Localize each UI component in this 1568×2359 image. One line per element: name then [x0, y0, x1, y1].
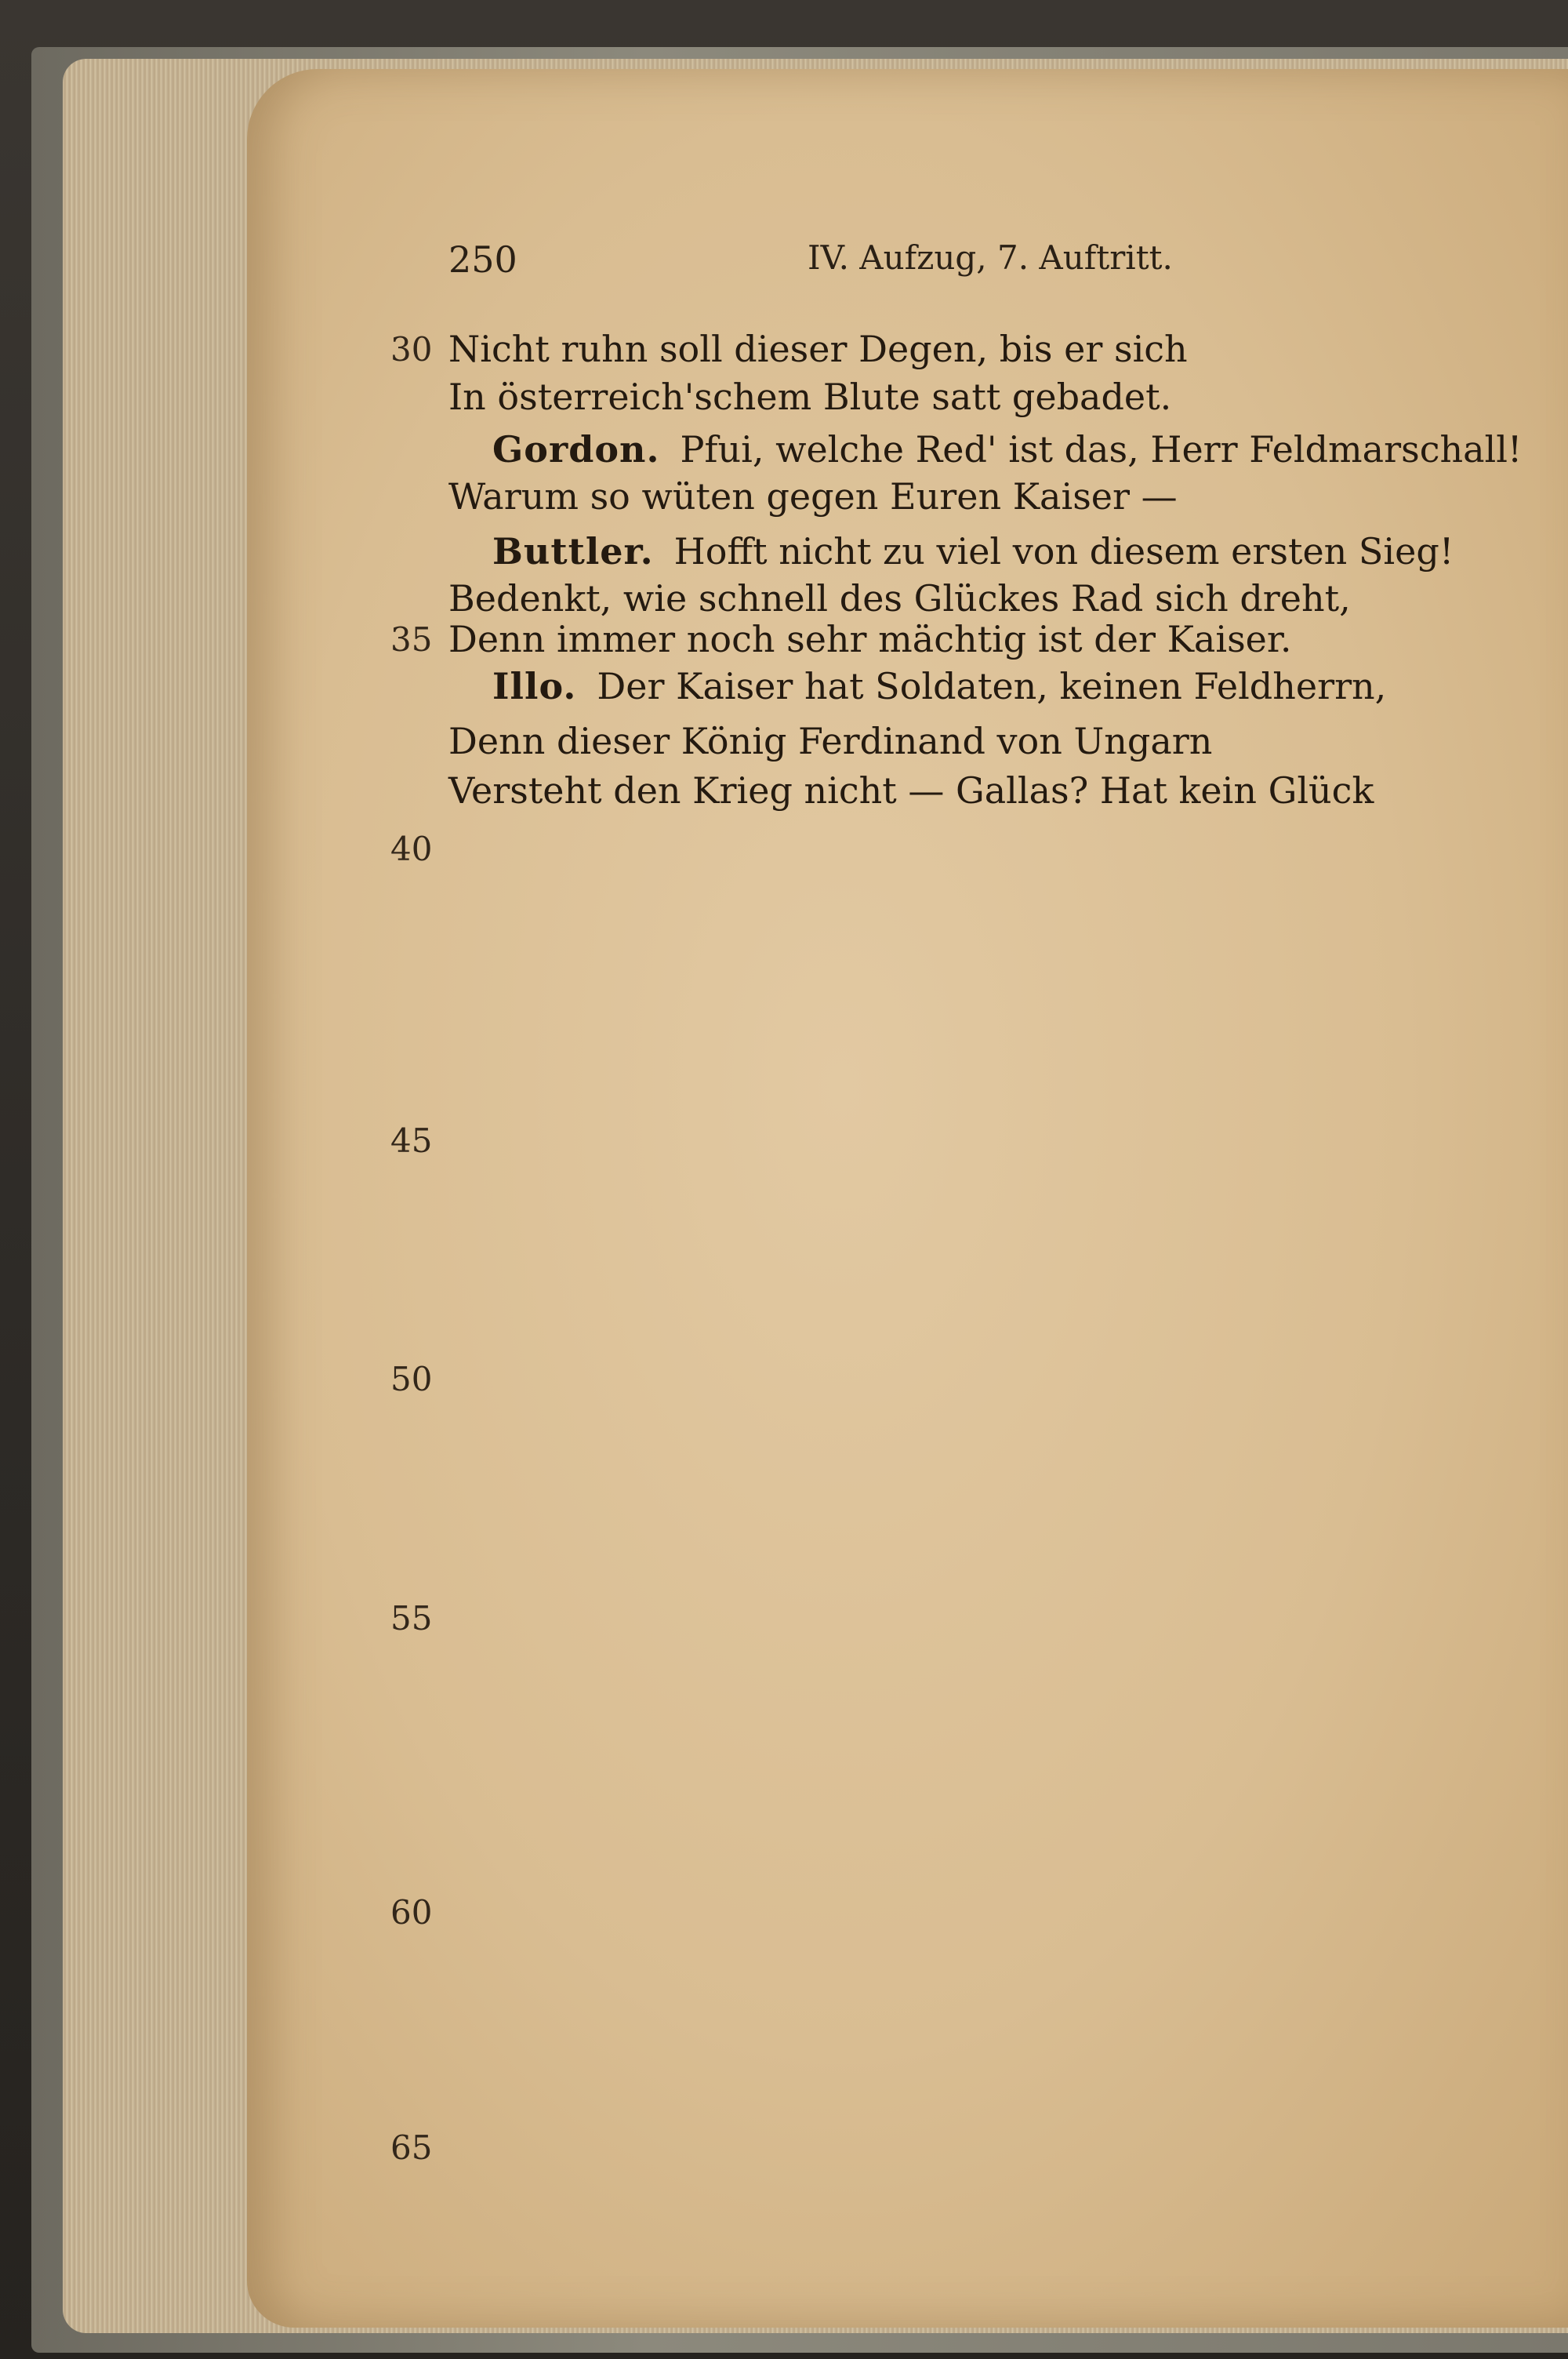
speaker-name: Gordon. [492, 428, 660, 471]
line-number-40: 40 [390, 830, 433, 868]
line-number-45: 45 [390, 1121, 433, 1160]
speaker-name: Illo. [492, 665, 577, 707]
verse-line-speaker [492, 665, 1387, 707]
speech-text: Der Kaiser hat Soldaten, keinen Feldherrn, [597, 665, 1387, 707]
verse-line-speaker [492, 530, 1454, 572]
running-header: IV. Aufzug, 7. Auftritt. [808, 238, 1173, 277]
verse-line: Bedenkt, wie schnell des Glückes Rad sich dreht, [448, 577, 1351, 620]
speech-text: Hofft nicht zu viel von diesem ersten Sieg! [673, 530, 1454, 572]
verse-line-speaker [492, 428, 1523, 471]
line-number-35: 35 [390, 620, 433, 659]
verse-line: Versteht den Krieg nicht — Gallas? Hat kein Glück [448, 769, 1374, 812]
line-number-30: 30 [390, 330, 433, 369]
page-number: 250 [448, 238, 517, 281]
verse-line: Denn immer noch sehr mächtig ist der Kaiser. [448, 618, 1292, 660]
line-number-50: 50 [390, 1360, 433, 1398]
verse-line: Denn dieser König Ferdinand von Ungarn [448, 720, 1213, 762]
verse-line: Warum so wüten gegen Euren Kaiser — [448, 475, 1178, 518]
line-number-60: 60 [390, 1893, 433, 1932]
speaker-name: Buttler. [492, 530, 654, 572]
speech-text: Pfui, welche Red' ist das, Herr Feldmarschall! [680, 428, 1523, 471]
verse-line: Nicht ruhn soll dieser Degen, bis er sich [448, 328, 1188, 370]
verse-line: In österreich'schem Blute satt gebadet. [448, 376, 1172, 418]
line-number-65: 65 [390, 2128, 433, 2167]
line-number-55: 55 [390, 1599, 433, 1637]
